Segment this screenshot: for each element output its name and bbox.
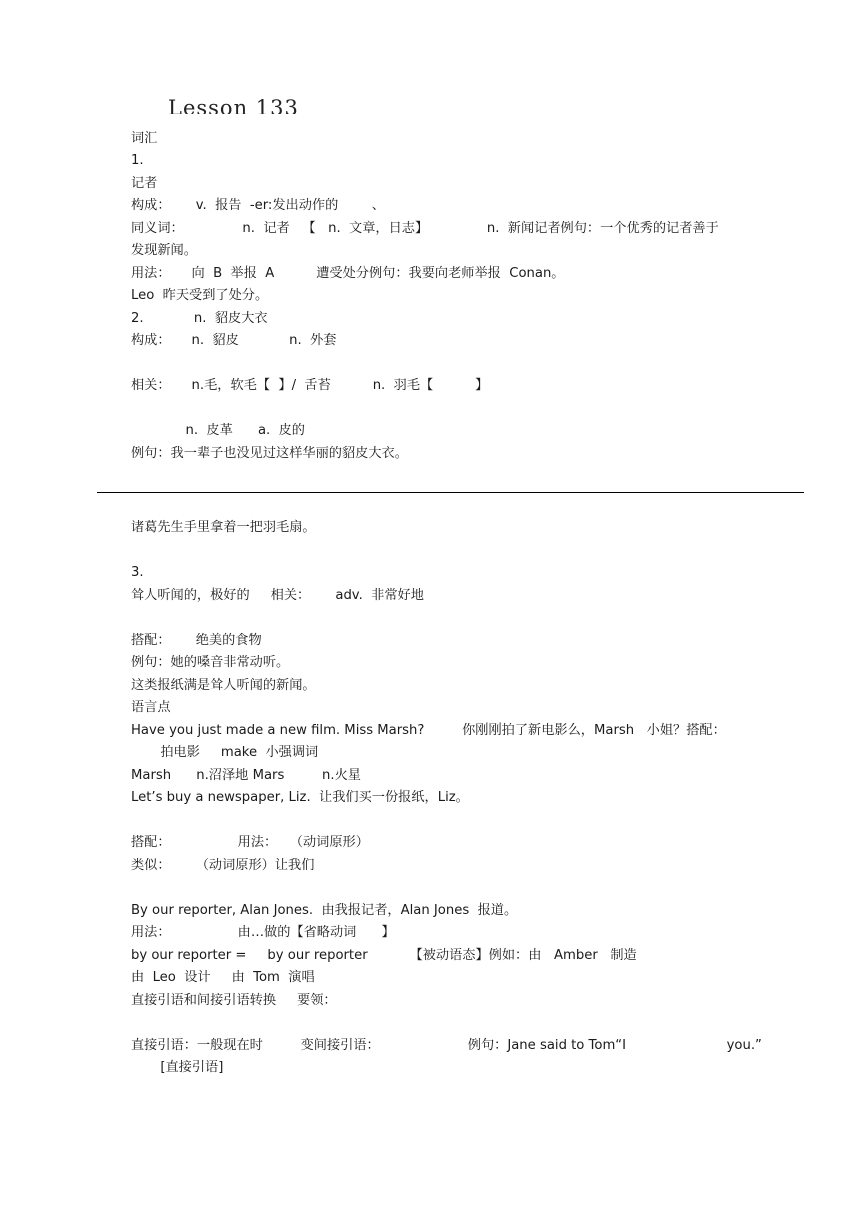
text-line: 耸人听闻的，极好的 相关： adv. 非常好地 xyxy=(131,588,424,603)
text-line: 同义词： n. 记者 【 n. 文章，日志】 n. 新闻记者例句：一个优秀的记者善于 xyxy=(131,221,719,236)
text-line: 3. xyxy=(131,565,144,580)
text-line: 构成： v. 报告 -er:发出动作的 、 xyxy=(131,198,385,213)
text-line: 构成： n. 貂皮 n. 外套 xyxy=(131,333,337,348)
text-line: 直接引语：一般现在时 变间接引语： 例句：Jane said to Tom“I you.” xyxy=(131,1038,762,1053)
text-line: 记者 xyxy=(131,176,158,191)
text-line: 2. n. 貂皮大衣 xyxy=(131,311,268,326)
text-line: 用法： 由…做的【省略动词 】 xyxy=(131,925,395,940)
text-line: [直接引语] xyxy=(131,1060,224,1075)
text-line: 类似： （动词原形）让我们 xyxy=(131,858,315,873)
text-line: Marsh n.沼泽地 Mars n.火星 xyxy=(131,768,361,783)
text-line: Have you just made a new film. Miss Marsh? 你刚刚拍了新电影么，Marsh 小姐？搭配： xyxy=(131,723,726,738)
text-line: 由 Leo 设计 由 Tom 演唱 xyxy=(131,970,315,985)
text-line: 发现新闻。 xyxy=(131,243,197,258)
text-line: n. 皮革 a. 皮的 xyxy=(131,423,305,438)
text-line: 拍电影 make 小强调词 xyxy=(131,745,319,760)
text-line: 搭配： 用法： （动词原形） xyxy=(131,835,369,850)
text-line: by our reporter = by our reporter 【被动语态】例如：由 Amber 制造 xyxy=(131,948,637,963)
text-line: 诸葛先生手里拿着一把羽毛扇。 xyxy=(131,520,316,535)
text-line: 例句：她的嗓音非常动听。 xyxy=(131,655,290,670)
text-line: Let’s buy a newspaper, Liz. 让我们买一份报纸，Liz。 xyxy=(131,790,469,805)
text-line: Leo 昨天受到了处分。 xyxy=(131,288,269,303)
text-line: 用法： 向 B 举报 A 遭受处分例句：我要向老师举报 Conan。 xyxy=(131,266,565,281)
section-divider xyxy=(97,492,804,493)
text-line: By our reporter, Alan Jones. 由我报记者，Alan Jones 报道。 xyxy=(131,903,518,918)
text-line: 语言点 xyxy=(131,700,171,715)
text-line: 例句：我一辈子也没见过这样华丽的貂皮大衣。 xyxy=(131,446,408,461)
text-line: 这类报纸满是耸人听闻的新闻。 xyxy=(131,678,316,693)
text-line: 相关： n.毛，软毛【 】/ 舌苔 n. 羽毛【 】 xyxy=(131,378,489,393)
text-line: 搭配： 绝美的食物 xyxy=(131,633,262,648)
text-line: 1. xyxy=(131,153,144,168)
lesson-title: Lesson 133 xyxy=(168,96,299,114)
text-line: 词汇 xyxy=(131,131,158,146)
text-line: 直接引语和间接引语转换 要领： xyxy=(131,993,337,1008)
